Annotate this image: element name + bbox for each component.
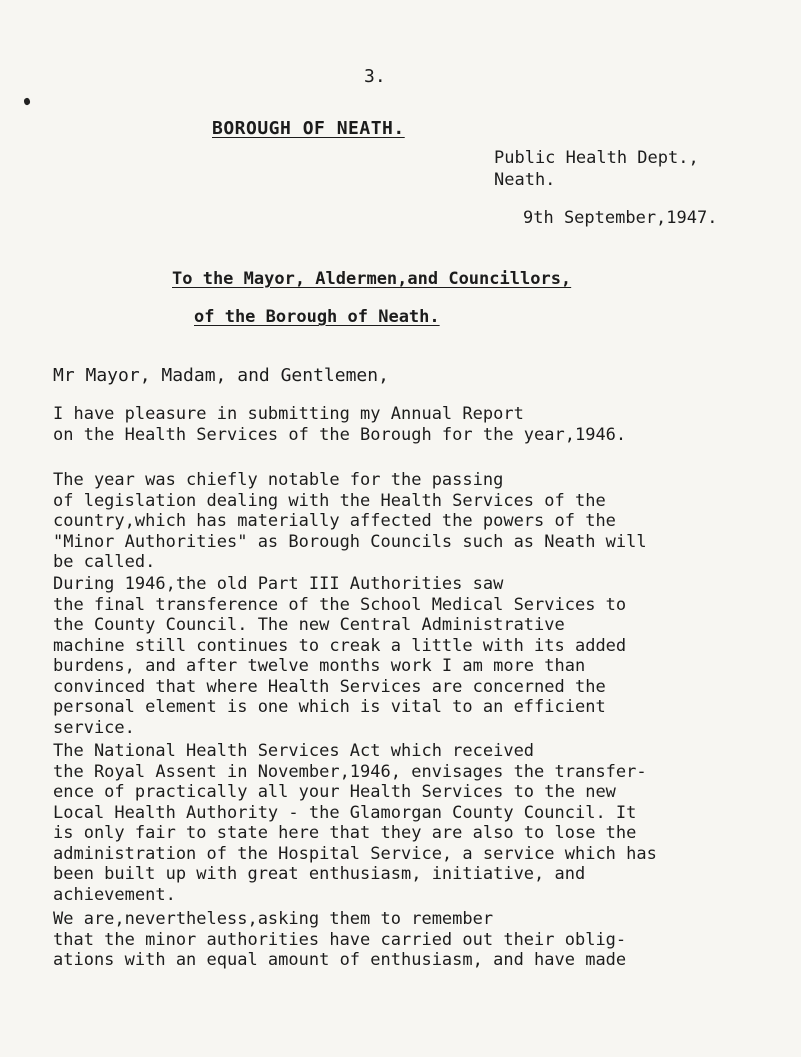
addressee-line-1: To the Mayor, Aldermen,and Councillors, bbox=[172, 269, 572, 289]
letterhead-title: BOROUGH OF NEATH. bbox=[212, 118, 405, 139]
paragraph-2: The year was chiefly notable for the passing of legislation dealing with the Health Services of the country,which has materially affected the powers of the "Minor Authorities" as Borough Councils such as Neath will be called. bbox=[53, 470, 647, 572]
addressee-block bbox=[172, 260, 571, 336]
ink-mark bbox=[23, 97, 31, 106]
letter-date: 9th September,1947. bbox=[523, 208, 718, 228]
paragraph-4: The National Health Services Act which received the Royal Assent in November,1946, envisages the transfer- ence of practically all your Health Services to the new Local Health Authority - the Glamorgan County Council. It is only fair to state here that they are also to lose the administration of the Hospital Service, a service which has been built up with great enthusiasm, initiative, and achievement. bbox=[53, 741, 657, 905]
addressee-line-2: of the Borough of Neath. bbox=[194, 307, 440, 327]
paragraph-1: I have pleasure in submitting my Annual Report on the Health Services of the Borough for the year,1946. bbox=[53, 404, 627, 445]
greeting: Mr Mayor, Madam, and Gentlemen, bbox=[53, 365, 389, 386]
paragraph-3: During 1946,the old Part III Authorities saw the final transference of the School Medical Services to the County Council. The new Central Administrative machine still continues to creak a little with its added burdens, and after twelve months work I am more than convinced that where Health Services are concerned the personal element is one which is vital to an efficient service. bbox=[53, 574, 627, 738]
sender-address bbox=[494, 147, 699, 191]
address-line-department: Public Health Dept., bbox=[494, 148, 699, 168]
page-number: 3. bbox=[364, 66, 386, 87]
address-line-town: Neath. bbox=[494, 170, 556, 190]
paragraph-5: We are,nevertheless,asking them to remember that the minor authorities have carried out their oblig- ations with an equal amount of enthusiasm, and have made bbox=[53, 909, 627, 970]
